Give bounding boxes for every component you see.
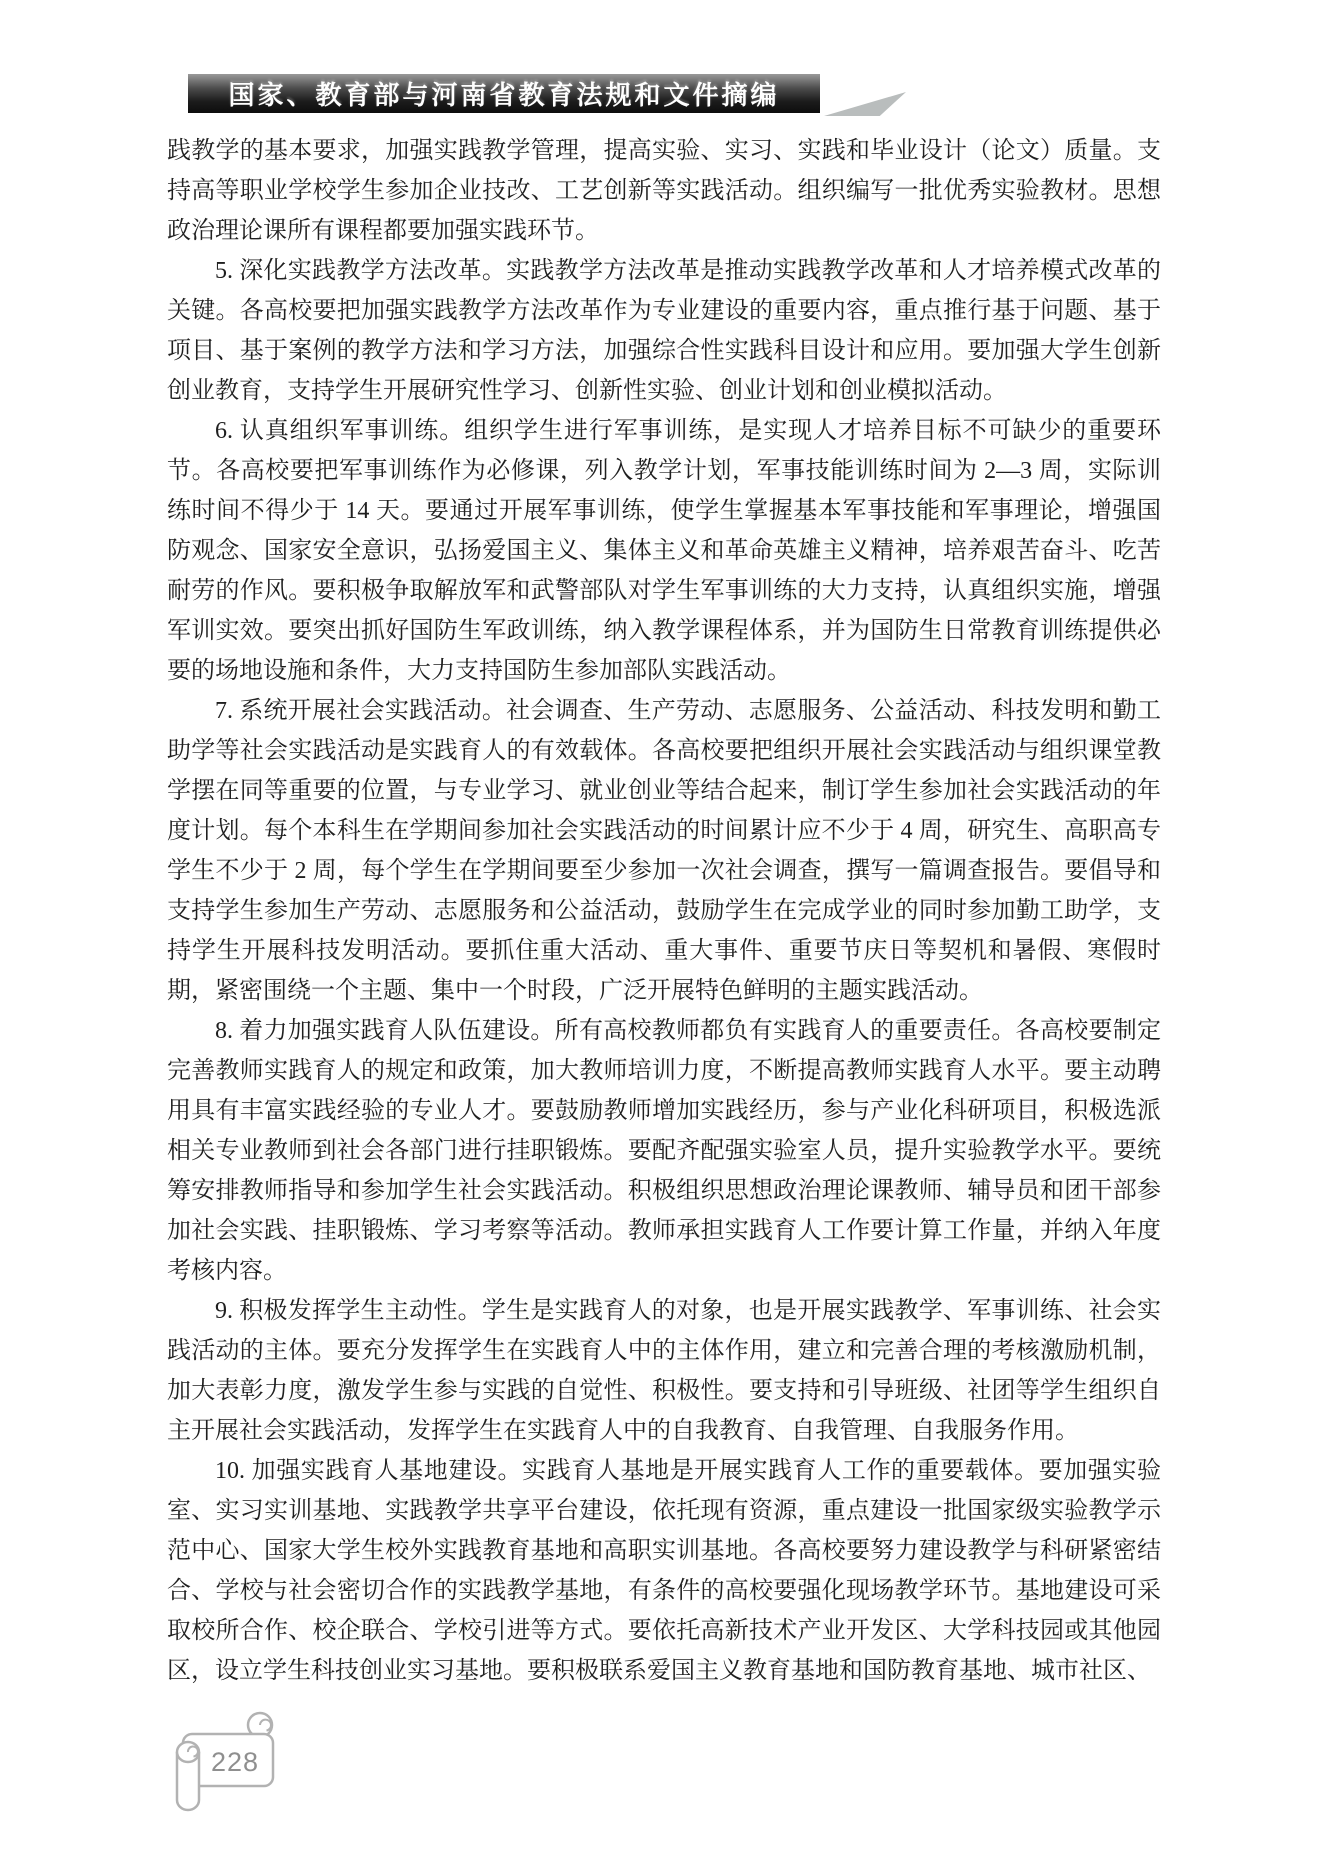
paragraph-7: 7. 系统开展社会实践活动。社会调查、生产劳动、志愿服务、公益活动、科技发明和勤工助学等社会实践活动是实践育人的有效载体。各高校要把组织开展社会实践活动与组织课堂教学摆在同等重要的位置，与专业学习、就业创业等结合起来，制订学生参加社会实践活动的年度计划。每个本科生在学期间参加社会实践活动的时间累计应不少于 4 周，研究生、高职高专学生不少于 2 周，每个学生在学期间要至少参加一次社会调查，撰写一篇调查报告。要倡导和支持学生参加生产劳动、志愿服务和公益活动，鼓励学生在完成学业的同时参加勤工助学，支持学生开展科技发明活动。要抓住重大活动、重大事件、重要节庆日等契机和暑假、寒假时期，紧密围绕一个主题、集中一个时段，广泛开展特色鲜明的主题实践活动。 [167, 698, 1161, 1004]
paragraph-8: 8. 着力加强实践育人队伍建设。所有高校教师都负有实践育人的重要责任。各高校要制定完善教师实践育人的规定和政策，加大教师培训力度，不断提高教师实践育人水平。要主动聘用具有丰富实践经验的专业人才。要鼓励教师增加实践经历，参与产业化科研项目，积极选派相关专业教师到社会各部门进行挂职锻炼。要配齐配强实验室人员，提升实验教学水平。要统筹安排教师指导和参加学生社会实践活动。积极组织思想政治理论课教师、辅导员和团干部参加社会实践、挂职锻炼、学习考察等活动。教师承担实践育人工作要计算工作量，并纳入年度考核内容。 [167, 1018, 1161, 1284]
banner-title: 国家、教育部与河南省教育法规和文件摘编 [228, 81, 780, 110]
header-banner [188, 74, 820, 113]
paragraph-10: 10. 加强实践育人基地建设。实践育人基地是开展实践育人工作的重要载体。要加强实验室、实习实训基地、实践教学共享平台建设，依托现有资源，重点建设一批国家级实验教学示范中心、国家大学生校外实践教育基地和高职实训基地。各高校要努力建设教学与科研紧密结合、学校与社会密切合作的实践教学基地，有条件的高校要强化现场教学环节。基地建设可采取校所合作、校企联合、学校引进等方式。要依托高新技术产业开发区、大学科技园或其他园区，设立学生科技创业实习基地。要积极联系爱国主义教育基地和国防教育基地、城市社区、 [167, 1458, 1161, 1684]
page-footer [168, 1706, 296, 1824]
page-number: 228 [210, 1747, 260, 1777]
paragraph-6: 6. 认真组织军事训练。组织学生进行军事训练，是实现人才培养目标不可缺少的重要环节。各高校要把军事训练作为必修课，列入教学计划，军事技能训练时间为 2—3 周，实际训练时间不得少于 14 天。要通过开展军事训练，使学生掌握基本军事技能和军事理论，增强国防观念、国家安全意识，弘扬爱国主义、集体主义和革命英雄主义精神，培养艰苦奋斗、吃苦耐劳的作风。要积极争取解放军和武警部队对学生军事训练的大力支持，认真组织实施，增强军训实效。要突出抓好国防生军政训练，纳入教学课程体系，并为国防生日常教育训练提供必要的场地设施和条件，大力支持国防生参加部队实践活动。 [167, 418, 1161, 684]
ribbon-arrow-icon [824, 92, 906, 116]
paragraph-9: 9. 积极发挥学生主动性。学生是实践育人的对象，也是开展实践教学、军事训练、社会实践活动的主体。要充分发挥学生在实践育人中的主体作用，建立和完善合理的考核激励机制，加大表彰力度，激发学生参与实践的自觉性、积极性。要支持和引导班级、社团等学生组织自主开展社会实践活动，发挥学生在实践育人中的自我教育、自我管理、自我服务作用。 [167, 1298, 1161, 1444]
paragraph-5: 5. 深化实践教学方法改革。实践教学方法改革是推动实践教学改革和人才培养模式改革的关键。各高校要把加强实践教学方法改革作为专业建设的重要内容，重点推行基于问题、基于项目、基于案例的教学方法和学习方法，加强综合性实践科目设计和应用。要加强大学生创新创业教育，支持学生开展研究性学习、创新性实验、创业计划和创业模拟活动。 [167, 258, 1161, 404]
paragraph-continuation: 践教学的基本要求，加强实践教学管理，提高实验、实习、实践和毕业设计（论文）质量。支持高等职业学校学生参加企业技改、工艺创新等实践活动。组织编写一批优秀实验教材。思想政治理论课所有课程都要加强实践环节。 [167, 138, 1161, 244]
document-body [167, 131, 1161, 1691]
